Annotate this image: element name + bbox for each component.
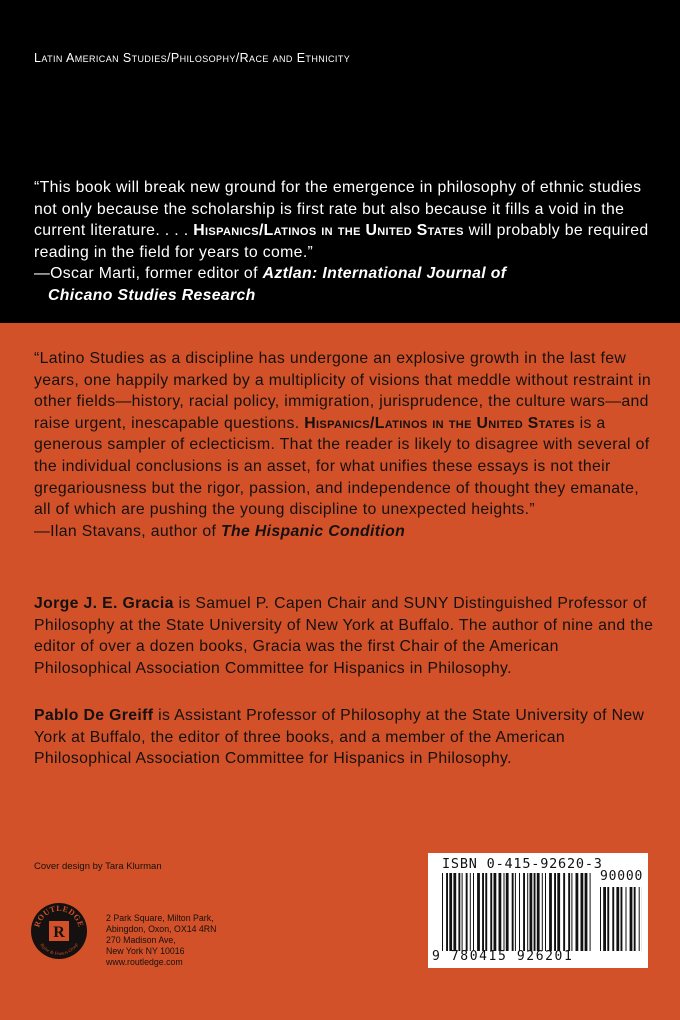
author-bio-degreiff bbox=[34, 705, 654, 770]
address-line: www.routledge.com bbox=[106, 957, 183, 967]
top-black-band bbox=[0, 0, 680, 323]
book-title: Hispanics/Latinos in the United States bbox=[304, 414, 575, 432]
barcode-supplement-bars bbox=[600, 887, 642, 951]
barcode-bar bbox=[466, 873, 468, 951]
book-title: Hispanics/Latinos in the United States bbox=[193, 222, 464, 240]
barcode-bar bbox=[485, 873, 487, 951]
barcode-bar bbox=[568, 873, 570, 951]
barcode-bar bbox=[616, 887, 619, 951]
cover-design-credit: Cover design by Tara Klurman bbox=[34, 861, 162, 872]
barcode-bar bbox=[515, 873, 516, 951]
barcode-bar bbox=[639, 887, 640, 951]
barcode-bar bbox=[590, 873, 591, 951]
barcode-bar bbox=[621, 887, 623, 951]
barcode-bar bbox=[523, 873, 525, 951]
barcode-bar bbox=[519, 873, 520, 951]
author-bio-gracia bbox=[34, 593, 654, 679]
quote-text: is a generous sampler of eclecticism. That the reader is likely to disagree with several of the individual conclusions is an asset, for what unifies these essays is not their gregariousness but the rigor, passion, and independence of thought they emanate, all of which are pushing the young discipline to unexpected heights.” bbox=[34, 414, 650, 519]
journal-title: Aztlan: International Journal of bbox=[262, 265, 507, 283]
isbn-barcode bbox=[428, 853, 648, 968]
barcode-bar bbox=[470, 873, 471, 951]
orange-panel bbox=[0, 323, 680, 1020]
barcode-bar bbox=[576, 873, 579, 951]
author-name: Pablo De Greiff bbox=[34, 707, 154, 724]
barcode-bar bbox=[506, 873, 509, 951]
endorsement-quote-stavans bbox=[34, 348, 654, 542]
barcode-bar bbox=[557, 873, 560, 951]
address-line: New York NY 10016 bbox=[106, 946, 185, 956]
barcode-bars bbox=[442, 873, 592, 951]
barcode-bar bbox=[446, 873, 448, 951]
logo-letter: R bbox=[53, 924, 65, 941]
barcode-bar bbox=[585, 873, 588, 951]
price-code: 90000 bbox=[600, 869, 644, 884]
routledge-logo bbox=[30, 902, 88, 960]
barcode-bar bbox=[542, 873, 543, 951]
attribution-text: —Ilan Stavans, author of bbox=[34, 522, 217, 540]
barcode-bar bbox=[449, 873, 452, 951]
address-line: 2 Park Square, Milton Park, bbox=[106, 913, 214, 923]
barcode-bar bbox=[453, 873, 456, 951]
quote-text: will probably be required reading in the field for years to come.” bbox=[34, 222, 649, 261]
barcode-bar bbox=[581, 873, 584, 951]
quote-attribution bbox=[34, 263, 654, 285]
barcode-bar bbox=[490, 873, 492, 951]
barcode-bar bbox=[626, 887, 627, 951]
barcode-bar bbox=[482, 873, 484, 951]
barcode-bar bbox=[600, 887, 601, 951]
quote-text: “This book will break new ground for the emergence in philosophy of ethnic studies not only because the scholarship is first rate but also because it fills a void in the current literature. . . . bbox=[34, 179, 642, 240]
barcode-bar bbox=[612, 887, 614, 951]
isbn-label: ISBN 0-415-92620-3 bbox=[442, 856, 603, 872]
barcode-bar bbox=[563, 873, 565, 951]
barcode-bar bbox=[534, 873, 536, 951]
barcode-bar bbox=[549, 873, 552, 951]
address-line: Abingdon, Oxon, OX14 4RN bbox=[106, 924, 217, 934]
barcode-bar bbox=[530, 873, 533, 951]
barcode-bar bbox=[462, 873, 463, 951]
barcode-bar bbox=[603, 887, 606, 951]
author-name: Jorge J. E. Gracia bbox=[34, 595, 174, 612]
barcode-bar bbox=[554, 873, 556, 951]
barcode-bar bbox=[442, 873, 443, 951]
category-label: Latin American Studies/Philosophy/Race and Ethnicity bbox=[34, 51, 351, 65]
barcode-bar bbox=[571, 873, 572, 951]
address-line: 270 Madison Ave, bbox=[106, 935, 176, 945]
quote-text: “Latino Studies as a discipline has undergone an explosive growth in the last few years, one happily marked by a multiplicity of visions that meddle without restraint in other fields—history, racial policy, immigration, jurisprudence, the culture wars—and raise urgent, inescapable questions. bbox=[34, 350, 651, 432]
bio-text: is Samuel P. Capen Chair and SUNY Distinguished Professor of Philosophy at the State University of New York at Buffalo. The author of nine and the editor of over a dozen books, Gracia was the first Chair of the American Philosophical Association Committee for Hispanics in Philosophy. bbox=[34, 595, 654, 677]
journal-title-cont: Chicano Studies Research bbox=[48, 286, 256, 304]
barcode-bar bbox=[545, 873, 546, 951]
barcode-bar bbox=[473, 873, 474, 951]
barcode-bar bbox=[458, 873, 460, 951]
barcode-bar bbox=[537, 873, 540, 951]
barcode-bar bbox=[630, 887, 633, 951]
barcode-bar bbox=[634, 887, 636, 951]
quote-attribution bbox=[34, 521, 654, 543]
barcode-bar bbox=[512, 873, 514, 951]
work-title: The Hispanic Condition bbox=[221, 522, 406, 540]
endorsement-quote-marti bbox=[34, 177, 654, 307]
logo-text-top: ROUTLEDGE bbox=[32, 903, 86, 929]
logo-text-bottom: Taylor & Francis Group bbox=[39, 942, 79, 957]
publisher-address bbox=[106, 913, 217, 968]
bio-text: is Assistant Professor of Philosophy at the State University of New York at Buffalo, the editor of three books, and a member of the American Philosophical Association Committee for Hispanics in Philosophy. bbox=[34, 707, 645, 768]
barcode-bar bbox=[477, 873, 480, 951]
barcode-bar bbox=[494, 873, 497, 951]
attribution-text: —Oscar Marti, former editor of bbox=[34, 265, 258, 283]
barcode-bar bbox=[607, 887, 609, 951]
barcode-bar bbox=[499, 873, 502, 951]
barcode-digits: 9 780415 926201 bbox=[432, 949, 574, 964]
barcode-bar bbox=[527, 873, 528, 951]
barcode-bar bbox=[504, 873, 505, 951]
